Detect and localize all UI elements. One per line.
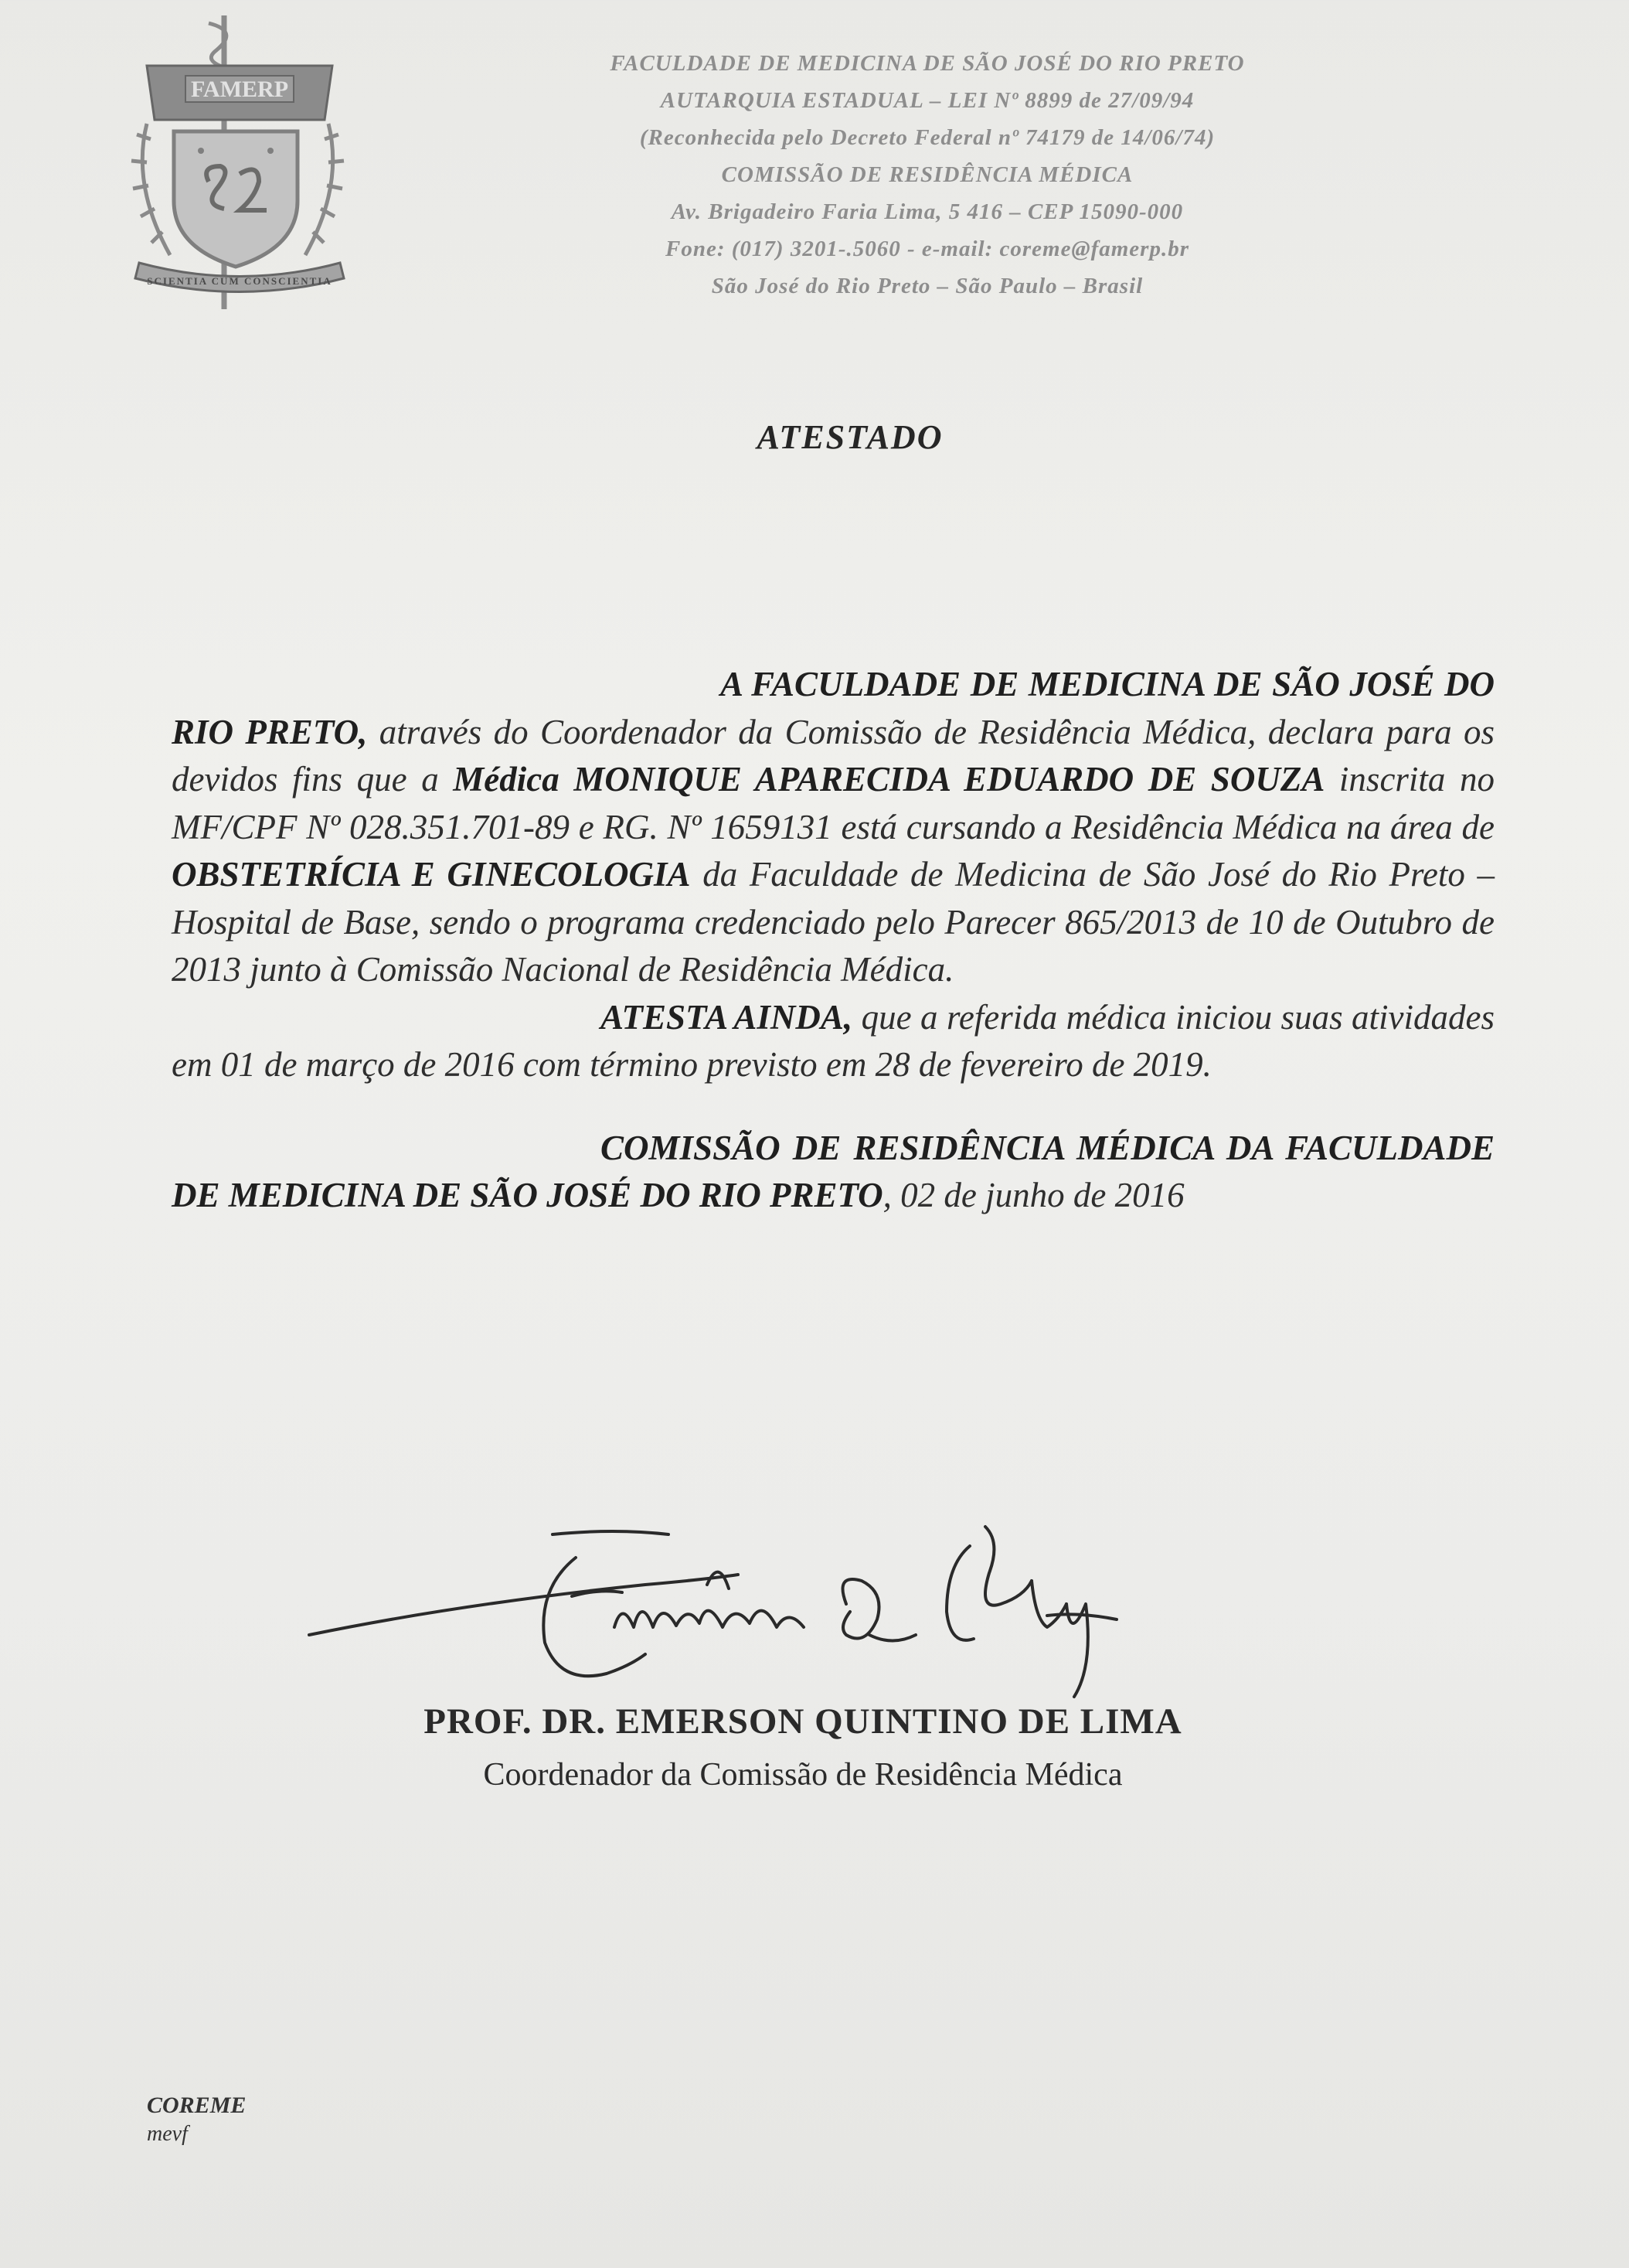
letterhead xyxy=(541,45,1314,305)
document-body xyxy=(172,661,1495,1220)
paragraph-text: da Faculdade de Medicina de São José do Rio Preto – Hospital de Base, sendo o programa credenciado pelo Parecer 865/2013 de 10 de Outubro de 2013 junto à Comissão Nacional de Residência Médica. xyxy=(172,855,1495,989)
letterhead-line: São José do Rio Preto – São Paulo – Brasil xyxy=(711,274,1144,298)
footer-initials: mevf xyxy=(147,2122,188,2146)
closing-lead: COMISSÃO DE RESIDÊNCIA MÉDICA DA FACULDADE DE MEDICINA DE SÃO JOSÉ DO RIO PRETO xyxy=(172,1128,1495,1214)
resident-name: Médica MONIQUE APARECIDA EDUARDO DE SOUZA xyxy=(453,760,1325,799)
signer-role: Coordenador da Comissão de Residência Médica xyxy=(483,1757,1123,1793)
letterhead-line: (Reconhecida pelo Decreto Federal nº 74179 de 14/06/74) xyxy=(639,125,1216,150)
paragraph-attests xyxy=(172,994,1495,1089)
letterhead-line: AUTARQUIA ESTADUAL – LEI Nº 8899 de 27/09/94 xyxy=(660,88,1195,113)
attests-lead: ATESTA AINDA, xyxy=(600,997,853,1037)
paragraph-text: inscrita no MF/CPF Nº 028.351.701-89 e RG. Nº 1659131 está cursando a Residência Médica na área de xyxy=(172,760,1495,846)
handwritten-signature xyxy=(305,1511,1248,1712)
crest-motto: SCIENTIA CUM CONSCIENTIA xyxy=(147,275,332,287)
paragraph-text: que a referida médica iniciou suas atividades em 01 de março de 2016 com término previsto em 28 de fevereiro de 2019. xyxy=(172,997,1495,1084)
paragraph-closing xyxy=(172,1125,1495,1220)
signer-name: PROF. DR. EMERSON QUINTINO DE LIMA xyxy=(423,1701,1182,1742)
institution-name: A FACULDADE DE MEDICINA DE SÃO JOSÉ DO RIO PRETO, xyxy=(172,665,1495,751)
residency-area: OBSTETRÍCIA E GINECOLOGIA xyxy=(172,855,691,894)
letterhead-line: Av. Brigadeiro Faria Lima, 5 416 – CEP 15090-000 xyxy=(671,199,1184,224)
letterhead-line: Fone: (017) 3201-.5060 - e-mail: coreme@famerp.br xyxy=(665,237,1189,261)
document-title: ATESTADO xyxy=(757,418,944,456)
paragraph-declaration xyxy=(172,661,1495,994)
famerp-crest-logo xyxy=(116,8,363,317)
footer-department: COREME xyxy=(147,2093,247,2118)
footer-reference xyxy=(147,2093,246,2147)
closing-date: , 02 de junho de 2016 xyxy=(883,1176,1185,1214)
crest-banner-text: FAMERP xyxy=(190,77,289,102)
letterhead-line: FACULDADE DE MEDICINA DE SÃO JOSÉ DO RIO PRETO xyxy=(610,51,1245,76)
letterhead-line: COMISSÃO DE RESIDÊNCIA MÉDICA xyxy=(721,162,1134,187)
paragraph-text: através do Coordenador da Comissão de Residência Médica, declara para os devidos fins que a xyxy=(172,712,1495,799)
